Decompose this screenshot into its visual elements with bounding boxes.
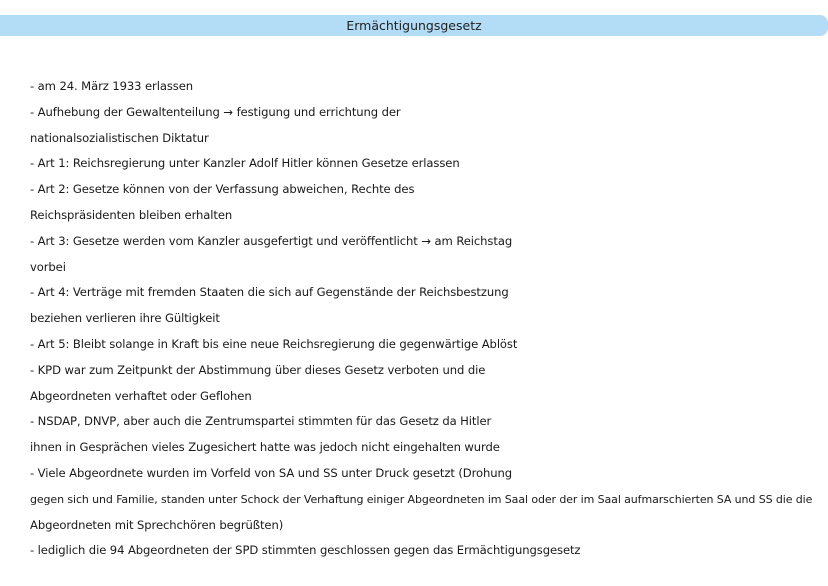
- text-line: vorbei: [30, 259, 66, 274]
- title-bar: [0, 15, 828, 36]
- text-line: - Art 3: Gesetze werden vom Kanzler ausgefertigt und veröffentlicht → am Reichstag: [30, 233, 513, 248]
- text-line: beziehen verlieren ihre Gültigkeit: [30, 311, 220, 326]
- text-line: nationalsozialistischen Diktatur: [30, 130, 209, 145]
- text-line: - NSDAP, DNVP, aber auch die Zentrumspartei stimmten für das Gesetz da Hitler: [30, 414, 492, 429]
- text-line: - Art 2: Gesetze können von der Verfassung abweichen, Rechte des: [30, 182, 415, 197]
- text-line: - Art 4: Verträge mit fremden Staaten die sich auf Gegenstände der Reichsbestzung: [30, 285, 509, 300]
- text-line: - KPD war zum Zeitpunkt der Abstimmung über dieses Gesetz verboten und die: [30, 362, 486, 377]
- text-line: Abgeordneten verhaftet oder Geflohen: [30, 388, 252, 403]
- text-line: - Viele Abgeordnete wurden im Vorfeld von SA und SS unter Druck gesetzt (Drohung: [30, 465, 513, 480]
- text-line: gegen sich und Familie, standen unter Schock der Verhaftung einiger Abgeordneten im Saal oder der im Saal aufmarschierten SA und SS die die: [30, 492, 813, 506]
- text-line: - Art 1: Reichsregierung unter Kanzler Adolf Hitler können Gesetze erlassen: [30, 156, 460, 171]
- text-line: Abgeordneten mit Sprechchören begrüßten): [30, 517, 284, 532]
- text-line: Reichspräsidenten bleiben erhalten: [30, 207, 233, 222]
- text-line: - am 24. März 1933 erlassen: [30, 79, 193, 93]
- notes-body: [30, 74, 820, 564]
- page-title: Ermächtigungsgesetz: [346, 18, 482, 33]
- text-line: - lediglich die 94 Abgeordneten der SPD stimmten geschlossen gegen das Ermächtigungsgesetz: [30, 543, 581, 558]
- text-line: - Art 5: Bleibt solange in Kraft bis eine neue Reichsregierung die gegenwärtige Ablöst: [30, 336, 518, 351]
- text-line: ihnen in Gesprächen vieles Zugesichert hatte was jedoch nicht eingehalten wurde: [30, 440, 500, 455]
- text-line: - Aufhebung der Gewaltenteilung → festigung und errichtung der: [30, 104, 401, 119]
